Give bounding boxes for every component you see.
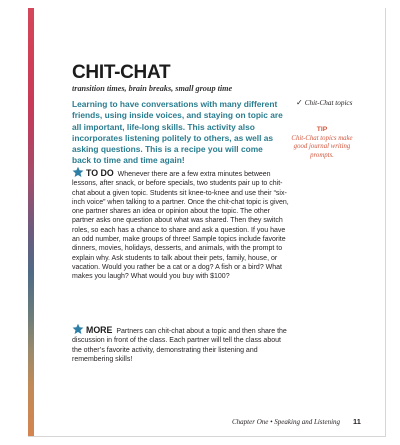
footer-chapter: Chapter One • Speaking and Listening [232, 418, 341, 426]
star-icon [72, 166, 84, 178]
todo-body: Whenever there are a few extra minutes between lessons, after snack, or before specials, two students pair up to chit-chat about a given topic. Students sit knee-to-knee and use their “six-inch voice” when talking to a partner. Once the chit-chat topic is given, one partner shares an idea or opinion about the topic. The other partner asks one question about what was shared. Then they switch roles, so each has a chance to share and ask a question. If you have an odd number, make groups of three! Sample topics include favorite dinners, movies, holidays, desserts, and animals, with the prompt to explain why. Ask students to talk about their pets, family, house, or vacation. Would you rather be a cat or a dog? A fish or a bird? What makes you laugh? What would you buy with $100? [72, 171, 289, 281]
page-spine-stripe [28, 8, 34, 436]
activity-title: CHIT-CHAT [72, 62, 171, 83]
todo-section [72, 166, 290, 282]
tip-label: TIP [316, 126, 328, 133]
more-heading: MORE [86, 325, 113, 335]
tip-text: Chit-Chat topics make good journal writing prompts. [291, 135, 353, 159]
todo-heading: TO DO [86, 168, 114, 178]
page-edge-bottom [28, 436, 386, 437]
activity-intro: Learning to have conversations with many different friends, using inside voices, and staying on topic are all important, life-long skills. This activity also incorporates listening politely to others, as well as asking questions. This is a recipe you will come back to time and time again! [72, 99, 283, 166]
sidebar-reference-label: Chit-Chat topics [304, 99, 353, 107]
sidebar-reference [296, 98, 352, 107]
more-body: Partners can chit-chat about a topic and then share the discussion in front of the class. Each partner will tell the class about the other’s favorite activity, demonstrating their listening and remembering skills! [72, 328, 287, 363]
activity-subtitle: transition times, brain breaks, small group time [72, 84, 233, 93]
page-edge-right [385, 8, 386, 436]
checkmark-icon: ✓ [296, 98, 303, 107]
more-section [72, 323, 290, 364]
page-number: 11 [353, 417, 361, 426]
star-icon [72, 323, 84, 335]
